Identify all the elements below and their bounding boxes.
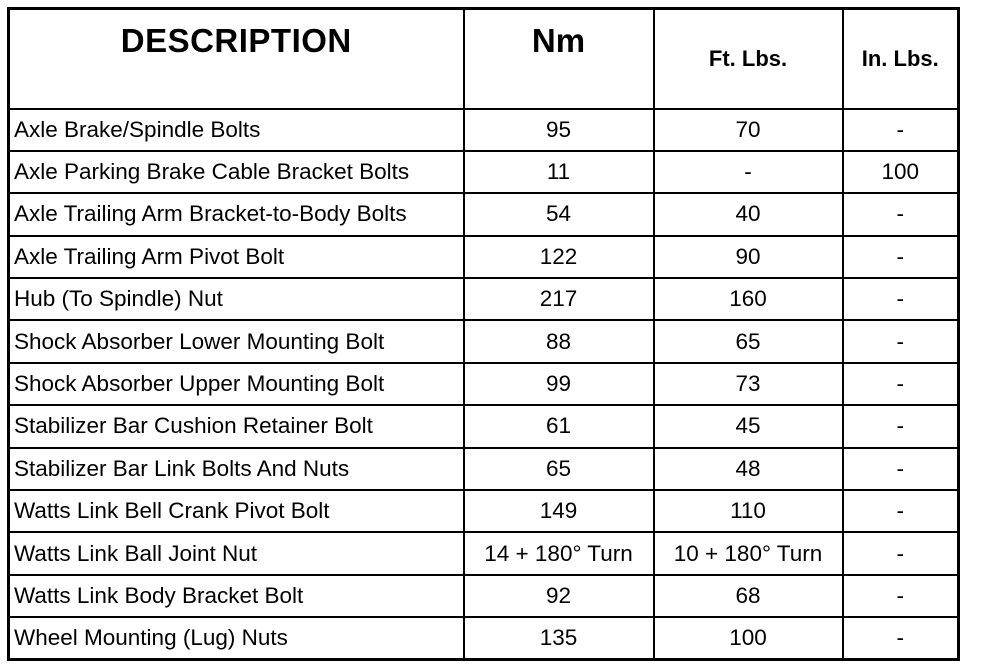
cell-description: Wheel Mounting (Lug) Nuts bbox=[9, 617, 464, 659]
cell-description: Watts Link Ball Joint Nut bbox=[9, 532, 464, 574]
cell-description: Watts Link Bell Crank Pivot Bolt bbox=[9, 490, 464, 532]
cell-nm: 92 bbox=[464, 575, 654, 617]
cell-in-lbs: - bbox=[843, 109, 959, 151]
column-header-ft-lbs: Ft. Lbs. bbox=[654, 9, 843, 109]
cell-nm: 54 bbox=[464, 193, 654, 235]
cell-nm: 88 bbox=[464, 320, 654, 362]
table-body bbox=[9, 109, 959, 660]
cell-nm: 149 bbox=[464, 490, 654, 532]
table-header bbox=[9, 9, 959, 109]
cell-ft-lbs: 70 bbox=[654, 109, 843, 151]
table-row bbox=[9, 490, 959, 532]
cell-nm: 122 bbox=[464, 236, 654, 278]
column-header-in-lbs: In. Lbs. bbox=[843, 9, 959, 109]
cell-in-lbs: - bbox=[843, 617, 959, 659]
cell-ft-lbs: 100 bbox=[654, 617, 843, 659]
cell-description: Stabilizer Bar Link Bolts And Nuts bbox=[9, 448, 464, 490]
cell-description: Axle Parking Brake Cable Bracket Bolts bbox=[9, 151, 464, 193]
column-header-description: DESCRIPTION bbox=[9, 9, 464, 109]
cell-description: Stabilizer Bar Cushion Retainer Bolt bbox=[9, 405, 464, 447]
cell-ft-lbs: 48 bbox=[654, 448, 843, 490]
cell-ft-lbs: 110 bbox=[654, 490, 843, 532]
cell-ft-lbs: 68 bbox=[654, 575, 843, 617]
table-row bbox=[9, 320, 959, 362]
cell-in-lbs: - bbox=[843, 236, 959, 278]
cell-nm: 135 bbox=[464, 617, 654, 659]
cell-nm: 14 + 180° Turn bbox=[464, 532, 654, 574]
cell-description: Shock Absorber Lower Mounting Bolt bbox=[9, 320, 464, 362]
cell-ft-lbs: 40 bbox=[654, 193, 843, 235]
cell-in-lbs: - bbox=[843, 405, 959, 447]
torque-spec-table bbox=[7, 7, 960, 661]
cell-nm: 61 bbox=[464, 405, 654, 447]
table-row bbox=[9, 193, 959, 235]
cell-in-lbs: - bbox=[843, 278, 959, 320]
cell-ft-lbs: 45 bbox=[654, 405, 843, 447]
cell-nm: 65 bbox=[464, 448, 654, 490]
cell-ft-lbs: 10 + 180° Turn bbox=[654, 532, 843, 574]
cell-in-lbs: - bbox=[843, 320, 959, 362]
table-row bbox=[9, 278, 959, 320]
cell-in-lbs: - bbox=[843, 363, 959, 405]
cell-description: Watts Link Body Bracket Bolt bbox=[9, 575, 464, 617]
cell-description: Axle Trailing Arm Bracket-to-Body Bolts bbox=[9, 193, 464, 235]
cell-nm: 99 bbox=[464, 363, 654, 405]
table-row bbox=[9, 109, 959, 151]
cell-in-lbs: - bbox=[843, 532, 959, 574]
cell-description: Shock Absorber Upper Mounting Bolt bbox=[9, 363, 464, 405]
cell-in-lbs: - bbox=[843, 448, 959, 490]
cell-description: Axle Brake/Spindle Bolts bbox=[9, 109, 464, 151]
table-row bbox=[9, 575, 959, 617]
table-row bbox=[9, 617, 959, 659]
header-row bbox=[9, 9, 959, 109]
table-row bbox=[9, 405, 959, 447]
cell-nm: 11 bbox=[464, 151, 654, 193]
table-row bbox=[9, 236, 959, 278]
cell-ft-lbs: 160 bbox=[654, 278, 843, 320]
table-row bbox=[9, 448, 959, 490]
cell-ft-lbs: 65 bbox=[654, 320, 843, 362]
cell-nm: 217 bbox=[464, 278, 654, 320]
cell-description: Axle Trailing Arm Pivot Bolt bbox=[9, 236, 464, 278]
cell-ft-lbs: 73 bbox=[654, 363, 843, 405]
table-row bbox=[9, 363, 959, 405]
cell-ft-lbs: - bbox=[654, 151, 843, 193]
cell-nm: 95 bbox=[464, 109, 654, 151]
cell-in-lbs: 100 bbox=[843, 151, 959, 193]
cell-description: Hub (To Spindle) Nut bbox=[9, 278, 464, 320]
column-header-nm: Nm bbox=[464, 9, 654, 109]
cell-in-lbs: - bbox=[843, 490, 959, 532]
table-row bbox=[9, 532, 959, 574]
cell-in-lbs: - bbox=[843, 575, 959, 617]
table-row bbox=[9, 151, 959, 193]
cell-in-lbs: - bbox=[843, 193, 959, 235]
cell-ft-lbs: 90 bbox=[654, 236, 843, 278]
